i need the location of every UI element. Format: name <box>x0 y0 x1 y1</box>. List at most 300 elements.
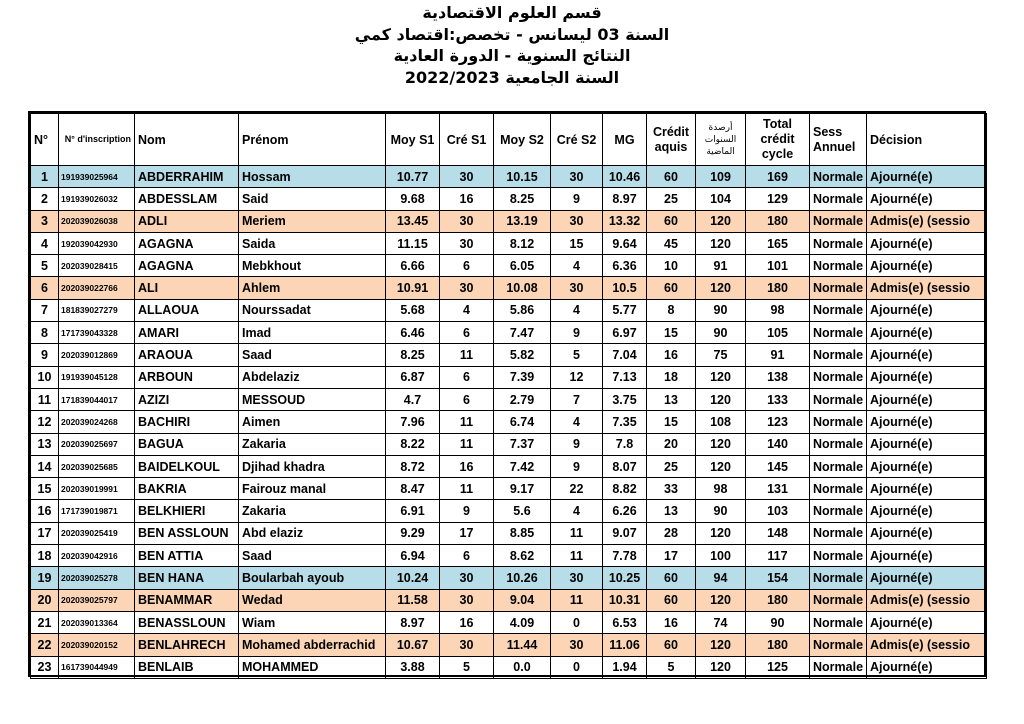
cell-session: Normale <box>810 478 867 500</box>
table-row <box>31 411 987 433</box>
cell-credit-aquis: 16 <box>647 344 696 366</box>
cell-decision: Ajourné(e) <box>867 545 987 567</box>
cell-moy-s1: 8.97 <box>386 611 440 633</box>
cell-row-number: 18 <box>31 545 59 567</box>
cell-arsida: 120 <box>696 589 746 611</box>
cell-total-credit: 148 <box>746 522 810 544</box>
cell-decision: Admis(e) (sessio <box>867 210 987 232</box>
table-row <box>31 188 987 210</box>
cell-inscription-number: 202039024268 <box>59 411 135 433</box>
cell-session: Normale <box>810 344 867 366</box>
table-row <box>31 634 987 656</box>
cell-moy-s1: 6.87 <box>386 366 440 388</box>
cell-total-credit: 129 <box>746 188 810 210</box>
cell-student-prenom: Fairouz manal <box>239 478 386 500</box>
cell-credit-aquis: 13 <box>647 500 696 522</box>
cell-mg: 10.46 <box>603 166 647 188</box>
cell-student-prenom: MOHAMMED <box>239 656 386 678</box>
cell-student-prenom: Djihad khadra <box>239 455 386 477</box>
cell-row-number: 14 <box>31 455 59 477</box>
cell-student-nom: AZIZI <box>135 388 239 410</box>
cell-credit-aquis: 15 <box>647 322 696 344</box>
cell-decision: Ajourné(e) <box>867 411 987 433</box>
cell-moy-s1: 4.7 <box>386 388 440 410</box>
table-row <box>31 166 987 188</box>
cell-cre-s2: 4 <box>551 411 603 433</box>
cell-cre-s1: 11 <box>440 344 494 366</box>
cell-mg: 6.36 <box>603 255 647 277</box>
cell-moy-s2: 11.44 <box>494 634 551 656</box>
cell-session: Normale <box>810 210 867 232</box>
cell-student-prenom: Saad <box>239 344 386 366</box>
table-row <box>31 522 987 544</box>
cell-student-nom: ABDERRAHIM <box>135 166 239 188</box>
cell-mg: 3.75 <box>603 388 647 410</box>
cell-student-nom: AMARI <box>135 322 239 344</box>
table-row <box>31 344 987 366</box>
cell-moy-s2: 2.79 <box>494 388 551 410</box>
cell-moy-s1: 3.88 <box>386 656 440 678</box>
cell-student-prenom: Hossam <box>239 166 386 188</box>
cell-inscription-number: 202039028415 <box>59 255 135 277</box>
cell-inscription-number: 202039025278 <box>59 567 135 589</box>
cell-total-credit: 165 <box>746 232 810 254</box>
col-header-nom: Nom <box>135 114 239 166</box>
cell-mg: 10.25 <box>603 567 647 589</box>
cell-moy-s1: 8.25 <box>386 344 440 366</box>
cell-inscription-number: 202039019991 <box>59 478 135 500</box>
cell-total-credit: 105 <box>746 322 810 344</box>
cell-row-number: 13 <box>31 433 59 455</box>
col-header-credit-aquis: Crédit aquis <box>647 114 696 166</box>
cell-mg: 6.97 <box>603 322 647 344</box>
cell-credit-aquis: 25 <box>647 455 696 477</box>
cell-student-nom: ALLAOUA <box>135 299 239 321</box>
cell-session: Normale <box>810 166 867 188</box>
cell-arsida: 120 <box>696 366 746 388</box>
col-header-total-credit: Total crédit cycle <box>746 114 810 166</box>
cell-total-credit: 133 <box>746 388 810 410</box>
cell-row-number: 17 <box>31 522 59 544</box>
cell-arsida: 109 <box>696 166 746 188</box>
cell-student-nom: BENASSLOUN <box>135 611 239 633</box>
cell-total-credit: 90 <box>746 611 810 633</box>
cell-cre-s1: 16 <box>440 188 494 210</box>
cell-total-credit: 154 <box>746 567 810 589</box>
cell-student-nom: BEN ATTIA <box>135 545 239 567</box>
cell-decision: Ajourné(e) <box>867 567 987 589</box>
cell-mg: 9.64 <box>603 232 647 254</box>
col-header-sess: Sess Annuel <box>810 114 867 166</box>
cell-moy-s1: 10.24 <box>386 567 440 589</box>
cell-mg: 10.5 <box>603 277 647 299</box>
cell-moy-s1: 6.66 <box>386 255 440 277</box>
cell-session: Normale <box>810 567 867 589</box>
cell-mg: 8.07 <box>603 455 647 477</box>
cell-mg: 5.77 <box>603 299 647 321</box>
cell-credit-aquis: 60 <box>647 567 696 589</box>
cell-cre-s2: 30 <box>551 166 603 188</box>
cell-credit-aquis: 18 <box>647 366 696 388</box>
cell-decision: Ajourné(e) <box>867 322 987 344</box>
cell-cre-s2: 4 <box>551 255 603 277</box>
cell-session: Normale <box>810 500 867 522</box>
cell-inscription-number: 202039025685 <box>59 455 135 477</box>
cell-arsida: 120 <box>696 522 746 544</box>
cell-total-credit: 180 <box>746 210 810 232</box>
cell-arsida: 74 <box>696 611 746 633</box>
cell-row-number: 12 <box>31 411 59 433</box>
document-header <box>0 2 1024 88</box>
cell-credit-aquis: 45 <box>647 232 696 254</box>
cell-decision: Ajourné(e) <box>867 299 987 321</box>
cell-arsida: 120 <box>696 210 746 232</box>
cell-arsida: 120 <box>696 232 746 254</box>
cell-inscription-number: 171839044017 <box>59 388 135 410</box>
cell-student-nom: ABDESSLAM <box>135 188 239 210</box>
cell-session: Normale <box>810 277 867 299</box>
table-row <box>31 322 987 344</box>
cell-cre-s2: 12 <box>551 366 603 388</box>
cell-student-nom: BEN ASSLOUN <box>135 522 239 544</box>
cell-cre-s2: 9 <box>551 188 603 210</box>
col-header-mg: MG <box>603 114 647 166</box>
cell-student-prenom: Ahlem <box>239 277 386 299</box>
cell-session: Normale <box>810 589 867 611</box>
cell-decision: Admis(e) (sessio <box>867 634 987 656</box>
cell-total-credit: 138 <box>746 366 810 388</box>
cell-decision: Ajourné(e) <box>867 433 987 455</box>
cell-student-prenom: Abd elaziz <box>239 522 386 544</box>
cell-inscription-number: 191939026032 <box>59 188 135 210</box>
cell-cre-s1: 5 <box>440 656 494 678</box>
table-body <box>31 166 987 679</box>
cell-student-nom: ALI <box>135 277 239 299</box>
cell-student-nom: BEN HANA <box>135 567 239 589</box>
cell-inscription-number: 202039012869 <box>59 344 135 366</box>
cell-moy-s2: 8.85 <box>494 522 551 544</box>
cell-moy-s1: 10.77 <box>386 166 440 188</box>
cell-moy-s1: 6.94 <box>386 545 440 567</box>
cell-inscription-number: 202039025797 <box>59 589 135 611</box>
cell-cre-s1: 11 <box>440 478 494 500</box>
cell-student-prenom: Zakaria <box>239 433 386 455</box>
results-title: النتائج السنوية - الدورة العادية <box>393 46 631 65</box>
cell-arsida: 90 <box>696 500 746 522</box>
cell-total-credit: 140 <box>746 433 810 455</box>
cell-arsida: 91 <box>696 255 746 277</box>
table-row <box>31 589 987 611</box>
program-title: السنة 03 ليسانس - تخصص:اقتصاد كمي <box>354 24 670 44</box>
cell-inscription-number: 202039025697 <box>59 433 135 455</box>
cell-row-number: 15 <box>31 478 59 500</box>
table-row <box>31 433 987 455</box>
cell-row-number: 8 <box>31 322 59 344</box>
cell-student-nom: BENLAIB <box>135 656 239 678</box>
cell-inscription-number: 202039013364 <box>59 611 135 633</box>
cell-cre-s1: 11 <box>440 411 494 433</box>
cell-decision: Ajourné(e) <box>867 611 987 633</box>
cell-moy-s1: 8.72 <box>386 455 440 477</box>
cell-student-nom: BACHIRI <box>135 411 239 433</box>
cell-decision: Ajourné(e) <box>867 656 987 678</box>
cell-row-number: 19 <box>31 567 59 589</box>
cell-moy-s2: 8.25 <box>494 188 551 210</box>
cell-student-nom: AGAGNA <box>135 255 239 277</box>
cell-row-number: 2 <box>31 188 59 210</box>
cell-student-prenom: Meriem <box>239 210 386 232</box>
cell-credit-aquis: 60 <box>647 277 696 299</box>
cell-decision: Ajourné(e) <box>867 500 987 522</box>
cell-cre-s2: 11 <box>551 589 603 611</box>
cell-row-number: 22 <box>31 634 59 656</box>
cell-cre-s2: 0 <box>551 656 603 678</box>
cell-cre-s2: 22 <box>551 478 603 500</box>
cell-student-prenom: Aimen <box>239 411 386 433</box>
table-row <box>31 255 987 277</box>
cell-cre-s2: 30 <box>551 210 603 232</box>
cell-mg: 9.07 <box>603 522 647 544</box>
cell-credit-aquis: 25 <box>647 188 696 210</box>
table-row <box>31 478 987 500</box>
cell-mg: 6.53 <box>603 611 647 633</box>
cell-student-prenom: Said <box>239 188 386 210</box>
cell-mg: 6.26 <box>603 500 647 522</box>
cell-cre-s1: 30 <box>440 232 494 254</box>
cell-inscription-number: 191939025964 <box>59 166 135 188</box>
cell-arsida: 108 <box>696 411 746 433</box>
cell-row-number: 6 <box>31 277 59 299</box>
cell-cre-s1: 30 <box>440 567 494 589</box>
cell-session: Normale <box>810 411 867 433</box>
cell-moy-s1: 7.96 <box>386 411 440 433</box>
cell-student-prenom: Zakaria <box>239 500 386 522</box>
cell-cre-s1: 9 <box>440 500 494 522</box>
cell-mg: 7.04 <box>603 344 647 366</box>
cell-cre-s2: 4 <box>551 299 603 321</box>
cell-moy-s2: 6.74 <box>494 411 551 433</box>
cell-mg: 7.13 <box>603 366 647 388</box>
cell-moy-s1: 9.29 <box>386 522 440 544</box>
cell-inscription-number: 181839027279 <box>59 299 135 321</box>
table-row <box>31 299 987 321</box>
cell-credit-aquis: 60 <box>647 634 696 656</box>
cell-moy-s2: 8.62 <box>494 545 551 567</box>
cell-row-number: 10 <box>31 366 59 388</box>
cell-decision: Ajourné(e) <box>867 366 987 388</box>
cell-student-prenom: MESSOUD <box>239 388 386 410</box>
table-row <box>31 500 987 522</box>
cell-moy-s2: 9.04 <box>494 589 551 611</box>
cell-total-credit: 131 <box>746 478 810 500</box>
cell-moy-s2: 10.08 <box>494 277 551 299</box>
cell-inscription-number: 202039026038 <box>59 210 135 232</box>
cell-mg: 7.78 <box>603 545 647 567</box>
cell-session: Normale <box>810 455 867 477</box>
cell-moy-s1: 8.47 <box>386 478 440 500</box>
cell-total-credit: 123 <box>746 411 810 433</box>
table-row <box>31 611 987 633</box>
cell-inscription-number: 202039042916 <box>59 545 135 567</box>
cell-session: Normale <box>810 322 867 344</box>
cell-moy-s1: 6.91 <box>386 500 440 522</box>
cell-session: Normale <box>810 232 867 254</box>
cell-cre-s1: 16 <box>440 455 494 477</box>
col-header-cre-s1: Cré S1 <box>440 114 494 166</box>
cell-moy-s2: 10.26 <box>494 567 551 589</box>
cell-student-prenom: Mebkhout <box>239 255 386 277</box>
cell-arsida: 90 <box>696 322 746 344</box>
cell-mg: 7.35 <box>603 411 647 433</box>
cell-arsida: 120 <box>696 388 746 410</box>
cell-credit-aquis: 5 <box>647 656 696 678</box>
cell-session: Normale <box>810 433 867 455</box>
cell-total-credit: 180 <box>746 277 810 299</box>
cell-moy-s2: 0.0 <box>494 656 551 678</box>
cell-mg: 7.8 <box>603 433 647 455</box>
cell-total-credit: 180 <box>746 634 810 656</box>
cell-row-number: 9 <box>31 344 59 366</box>
cell-student-prenom: Saad <box>239 545 386 567</box>
cell-session: Normale <box>810 388 867 410</box>
results-table <box>30 113 987 679</box>
cell-session: Normale <box>810 611 867 633</box>
cell-session: Normale <box>810 299 867 321</box>
cell-student-prenom: Boularbah ayoub <box>239 567 386 589</box>
cell-moy-s1: 5.68 <box>386 299 440 321</box>
col-header-decision: Décision <box>867 114 987 166</box>
cell-moy-s1: 9.68 <box>386 188 440 210</box>
table-row <box>31 210 987 232</box>
cell-mg: 10.31 <box>603 589 647 611</box>
cell-student-nom: ARBOUN <box>135 366 239 388</box>
cell-student-prenom: Nourssadat <box>239 299 386 321</box>
cell-cre-s1: 30 <box>440 166 494 188</box>
cell-row-number: 11 <box>31 388 59 410</box>
cell-moy-s1: 11.15 <box>386 232 440 254</box>
cell-moy-s1: 10.91 <box>386 277 440 299</box>
table-row <box>31 232 987 254</box>
cell-decision: Ajourné(e) <box>867 188 987 210</box>
table-row <box>31 656 987 678</box>
cell-mg: 11.06 <box>603 634 647 656</box>
cell-student-nom: BAIDELKOUL <box>135 455 239 477</box>
cell-inscription-number: 191939045128 <box>59 366 135 388</box>
cell-cre-s1: 16 <box>440 611 494 633</box>
table-row <box>31 388 987 410</box>
cell-credit-aquis: 16 <box>647 611 696 633</box>
cell-session: Normale <box>810 656 867 678</box>
cell-moy-s2: 8.12 <box>494 232 551 254</box>
cell-student-nom: BENLAHRECH <box>135 634 239 656</box>
cell-decision: Ajourné(e) <box>867 522 987 544</box>
cell-moy-s2: 13.19 <box>494 210 551 232</box>
cell-credit-aquis: 15 <box>647 411 696 433</box>
academic-year: السنة الجامعية 2022/2023 <box>404 67 620 87</box>
cell-session: Normale <box>810 522 867 544</box>
cell-cre-s2: 30 <box>551 634 603 656</box>
cell-arsida: 75 <box>696 344 746 366</box>
col-header-arsida: أرصدة السنوات الماضية <box>696 114 746 166</box>
cell-arsida: 120 <box>696 455 746 477</box>
cell-moy-s2: 7.39 <box>494 366 551 388</box>
cell-cre-s1: 30 <box>440 277 494 299</box>
cell-student-nom: BAKRIA <box>135 478 239 500</box>
cell-student-prenom: Wedad <box>239 589 386 611</box>
cell-cre-s2: 9 <box>551 455 603 477</box>
cell-cre-s1: 6 <box>440 322 494 344</box>
cell-session: Normale <box>810 634 867 656</box>
table-row <box>31 277 987 299</box>
cell-moy-s1: 13.45 <box>386 210 440 232</box>
cell-inscription-number: 192039042930 <box>59 232 135 254</box>
table-row <box>31 545 987 567</box>
col-header-cre-s2: Cré S2 <box>551 114 603 166</box>
cell-mg: 8.97 <box>603 188 647 210</box>
cell-session: Normale <box>810 366 867 388</box>
cell-row-number: 7 <box>31 299 59 321</box>
cell-moy-s2: 7.42 <box>494 455 551 477</box>
cell-student-nom: AGAGNA <box>135 232 239 254</box>
cell-cre-s2: 4 <box>551 500 603 522</box>
cell-credit-aquis: 17 <box>647 545 696 567</box>
cell-arsida: 90 <box>696 299 746 321</box>
cell-moy-s2: 4.09 <box>494 611 551 633</box>
cell-cre-s2: 11 <box>551 522 603 544</box>
cell-arsida: 100 <box>696 545 746 567</box>
cell-moy-s2: 9.17 <box>494 478 551 500</box>
cell-credit-aquis: 10 <box>647 255 696 277</box>
cell-total-credit: 145 <box>746 455 810 477</box>
cell-session: Normale <box>810 545 867 567</box>
cell-cre-s1: 6 <box>440 366 494 388</box>
cell-student-nom: BAGUA <box>135 433 239 455</box>
cell-total-credit: 103 <box>746 500 810 522</box>
cell-cre-s2: 5 <box>551 344 603 366</box>
cell-arsida: 98 <box>696 478 746 500</box>
cell-cre-s1: 6 <box>440 388 494 410</box>
cell-inscription-number: 202039020152 <box>59 634 135 656</box>
cell-student-nom: BENAMMAR <box>135 589 239 611</box>
cell-moy-s2: 5.82 <box>494 344 551 366</box>
cell-total-credit: 91 <box>746 344 810 366</box>
cell-decision: Ajourné(e) <box>867 255 987 277</box>
table-header-row <box>31 114 987 166</box>
cell-moy-s1: 11.58 <box>386 589 440 611</box>
cell-cre-s1: 6 <box>440 255 494 277</box>
cell-decision: Ajourné(e) <box>867 388 987 410</box>
cell-credit-aquis: 13 <box>647 388 696 410</box>
col-header-inscription: N° d'inscription <box>59 114 135 166</box>
cell-session: Normale <box>810 255 867 277</box>
cell-cre-s2: 11 <box>551 545 603 567</box>
table-row <box>31 455 987 477</box>
cell-cre-s2: 0 <box>551 611 603 633</box>
cell-cre-s1: 6 <box>440 545 494 567</box>
cell-moy-s2: 7.37 <box>494 433 551 455</box>
cell-cre-s2: 9 <box>551 322 603 344</box>
cell-row-number: 21 <box>31 611 59 633</box>
cell-cre-s1: 30 <box>440 210 494 232</box>
cell-decision: Admis(e) (sessio <box>867 277 987 299</box>
cell-inscription-number: 171739043328 <box>59 322 135 344</box>
cell-row-number: 20 <box>31 589 59 611</box>
cell-credit-aquis: 20 <box>647 433 696 455</box>
col-header-moy-s1: Moy S1 <box>386 114 440 166</box>
cell-moy-s1: 8.22 <box>386 433 440 455</box>
cell-mg: 13.32 <box>603 210 647 232</box>
cell-arsida: 120 <box>696 277 746 299</box>
